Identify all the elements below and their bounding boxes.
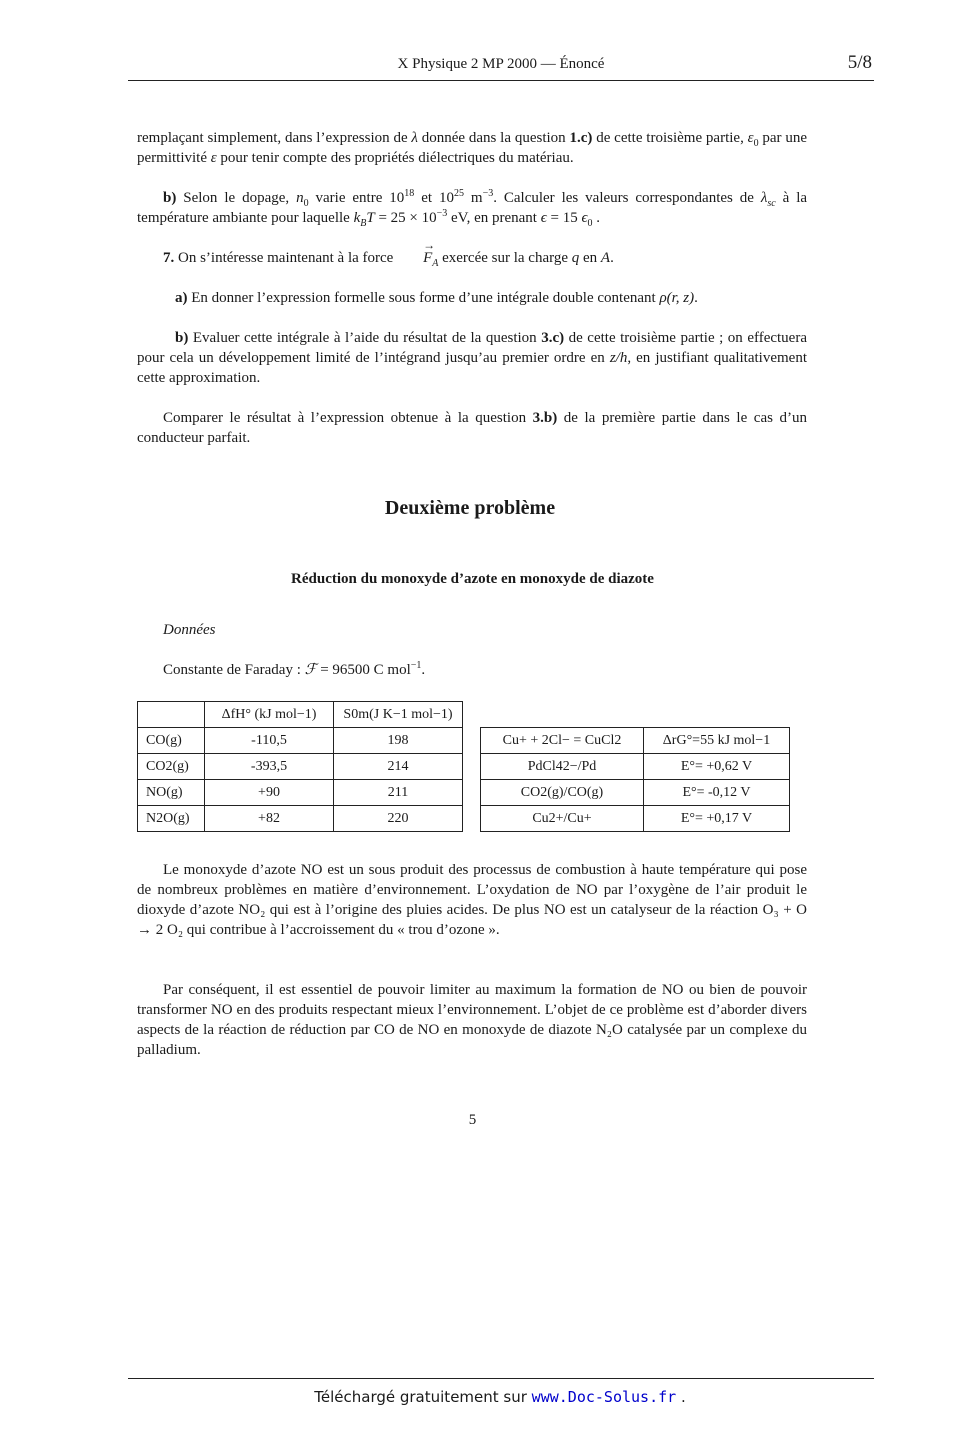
math-epsilon0: ϵ (581, 210, 588, 226)
species-cell: NO(g) (138, 780, 205, 806)
question-label: a) (175, 290, 188, 306)
table-header-row (138, 702, 463, 728)
text: Selon le dopage, (176, 190, 297, 206)
table-row (138, 754, 463, 780)
question-ref: 1.c) (569, 130, 593, 146)
donnees-label: Données (163, 622, 216, 638)
enthalpy-cell: +82 (205, 806, 334, 832)
paragraph-continuation (137, 128, 807, 168)
math-epsilon: ε (210, 150, 217, 166)
math-n0: n (296, 190, 304, 206)
footer-text: Téléchargé gratuitement sur (314, 1388, 532, 1406)
page-number: 5 (468, 1112, 477, 1128)
text: eV, en prenant (447, 210, 541, 226)
subscript: 0 (587, 218, 593, 229)
math-lambda: λ (411, 130, 418, 146)
couple-cell: Cu2+/Cu+ (481, 806, 644, 832)
couple-cell: CO2(g)/CO(g) (481, 780, 644, 806)
table-row (481, 806, 790, 832)
question-label: b) (175, 330, 189, 346)
text: Constante de Faraday : (163, 662, 305, 678)
text: pour tenir compte des propriétés diélectriques du matériau. (216, 150, 574, 166)
faraday-constant (163, 660, 833, 680)
table-row (481, 780, 790, 806)
subscript: A (432, 258, 439, 269)
math-F: F (423, 250, 433, 266)
superscript: −1 (410, 660, 422, 671)
couple-cell: Cu+ + 2Cl− = CuCl2 (481, 728, 644, 754)
question-7a (137, 288, 807, 308)
subsection-title: Réduction du monoxyde d’azote en monoxyde de diazote (291, 571, 654, 587)
text: . (610, 250, 614, 266)
question-ref: 3.b) (532, 410, 558, 426)
text: . (421, 662, 426, 678)
footer-link[interactable]: www.Doc-Solus.fr (531, 1388, 677, 1406)
vector-arrow: → (423, 238, 436, 252)
thermo-data-table (137, 701, 463, 832)
text: . (592, 210, 601, 226)
text: de la première partie dans le cas d’un conducteur parfait. (137, 410, 807, 446)
value-cell: E°= +0,62 V (644, 754, 790, 780)
math-epsilon0: ε (747, 130, 754, 146)
math-q: q (571, 250, 580, 266)
text: m (463, 190, 483, 206)
superscript: 18 (404, 188, 415, 199)
question-7 (137, 238, 807, 269)
text: de cette troisième partie ; on effectuera pour cela un développement limité de l’intégrand jusqu’au premier ordre en (137, 330, 807, 366)
question-ref: 3.c) (541, 330, 565, 346)
species-cell: CO(g) (138, 728, 205, 754)
text: = 15 (546, 210, 582, 226)
text: . (694, 290, 698, 306)
math-epsilon: ϵ (540, 210, 547, 226)
text: et 10 (414, 190, 454, 206)
section-title: Deuxième problème (384, 497, 556, 519)
table-row (481, 754, 790, 780)
faraday-symbol: ℱ (304, 662, 317, 678)
entropy-cell: 214 (334, 754, 463, 780)
text: de cette troisième partie, (592, 130, 748, 146)
text: à la température ambiante pour laquelle (137, 190, 808, 226)
text: On s’intéresse maintenant à la force (174, 250, 398, 266)
entropy-cell: 220 (334, 806, 463, 832)
text: = 96500 C mol (316, 662, 411, 678)
value-cell: E°= +0,17 V (644, 806, 790, 832)
subscript: 0 (303, 198, 309, 209)
entropy-cell: 211 (334, 780, 463, 806)
species-cell: N2O(g) (138, 806, 205, 832)
table-row (138, 780, 463, 806)
superscript: 25 (453, 188, 464, 199)
enthalpy-cell: -110,5 (205, 728, 334, 754)
table-header-empty (138, 702, 205, 728)
text: exercée sur la charge (438, 250, 572, 266)
subscript: sc (767, 198, 776, 209)
text: . Calculer les valeurs correspondantes de (493, 190, 761, 206)
superscript: −3 (436, 208, 448, 219)
header-title: X Physique 2 MP 2000 — Énoncé (397, 56, 605, 72)
page-footer (0, 1388, 980, 1406)
question-label: b) (163, 190, 177, 206)
text: Evaluer cette intégrale à l’aide du résultat de la question (188, 330, 542, 346)
text: Comparer le résultat à l’expression obtenue à la question (163, 410, 533, 426)
math-k: k (353, 210, 361, 226)
question-number: 7. (163, 250, 175, 266)
enthalpy-cell: +90 (205, 780, 334, 806)
force-vector (397, 238, 436, 268)
text: en (579, 250, 601, 266)
value-cell: E°= -0,12 V (644, 780, 790, 806)
header-page-indicator: 5/8 (847, 52, 872, 73)
text: remplaçant simplement, dans l’expression de (137, 130, 412, 146)
text: par une permittivité (137, 130, 808, 166)
text: donnée dans la question (417, 130, 570, 146)
math-lambda-sc: λ (760, 190, 768, 206)
table-header-enthalpy: ΔfH° (kJ mol−1) (205, 702, 334, 728)
footer-text-end: . (676, 1388, 686, 1406)
paragraph-intro-no: Le monoxyde d’azote NO est un sous produit des processus de combustion à haute température qui pose de nombreux problèmes en matière d’environnement. L’oxydation de NO par l’oxygène de l’air produit le dioxyde d’azote NO₂ qui est à l’origine des pluies acides. De plus NO est un catalyseur de la réaction O₃ + O → 2 O₂ qui contribue à l’accroissement du « trou d’ozone ». (137, 862, 807, 938)
enthalpy-cell: -393,5 (205, 754, 334, 780)
math-rho: ρ(r, z) (659, 290, 695, 306)
value-cell: ΔrG°=55 kJ mol−1 (644, 728, 790, 754)
species-cell: CO2(g) (138, 754, 205, 780)
footer-divider (128, 1378, 874, 1379)
table-row (481, 728, 790, 754)
entropy-cell: 198 (334, 728, 463, 754)
page-header (128, 52, 874, 81)
paragraph-objective: Par conséquent, il est essentiel de pouvoir limiter au maximum la formation de NO ou bien de pouvoir transformer NO en des produits respectant mieux l’environnement. L’objet de ce problème est d’aborder divers aspects de la réaction de réduction par CO de NO en monoxyde de diazote N₂O catalysée par un complexe du palladium. (137, 982, 807, 1058)
math-A: A (600, 250, 611, 266)
superscript: −3 (482, 188, 494, 199)
text: , en justifiant qualitativement cette approximation. (137, 350, 807, 386)
text: En donner l’expression formelle sous forme d’une intégrale double contenant (187, 290, 660, 306)
paragraph-compare (137, 408, 807, 448)
question-7b (137, 328, 807, 388)
math-z-over-h: z/h (609, 350, 628, 366)
text: = 25 × 10 (374, 210, 437, 226)
math-T: T (366, 210, 375, 226)
question-6b (137, 188, 807, 228)
table-row (138, 806, 463, 832)
table-header-entropy: S0m(J K−1 mol−1) (334, 702, 463, 728)
couple-cell: PdCl42−/Pd (481, 754, 644, 780)
text: varie entre 10 (308, 190, 405, 206)
redox-data-table (480, 727, 790, 832)
subscript: 0 (753, 138, 759, 149)
table-row (138, 728, 463, 754)
subscript: B (360, 218, 367, 229)
